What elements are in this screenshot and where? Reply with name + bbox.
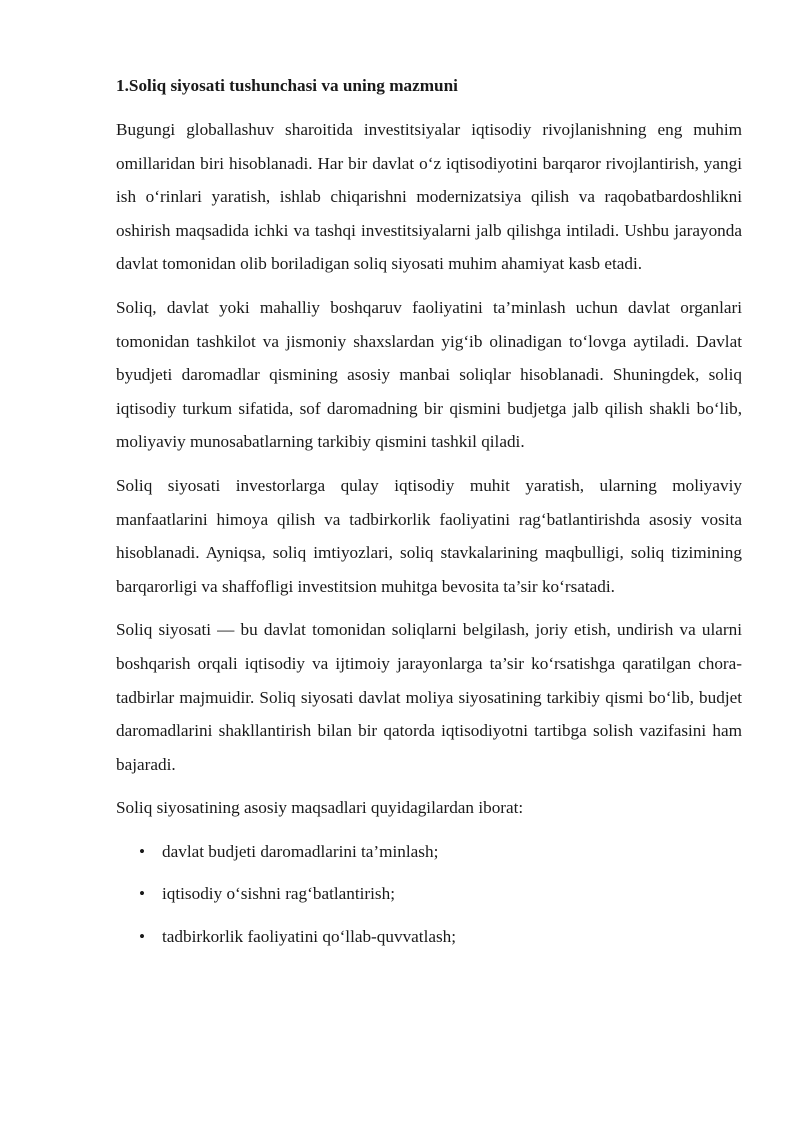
bullet-icon: • (139, 884, 146, 904)
list-item (116, 835, 742, 869)
bullet-icon: • (139, 841, 146, 861)
list-item (116, 877, 742, 911)
document-page (116, 72, 742, 963)
paragraph-3: Soliq siyosati investorlarga qulay iqtisodiy muhit yaratish, ularning moliyaviy manfaatlarini himoya qilish va tadbirkorlik faoliyatini rag‘batlantirishda asosiy vosita hisoblanadi. Ayniqsa, soliq imtiyozlari, soliq stavkalarining maqbulligi, soliq tizimining barqarorligi va shaffofligi investitsion muhitga bevosita ta’sir ko‘rsatadi. (116, 475, 742, 596)
list-item-text: davlat budjeti daromadlarini ta’minlash; (162, 841, 439, 861)
list-item-text: tadbirkorlik faoliyatini qo‘llab-quvvatlash; (162, 927, 457, 947)
section-heading: 1.Soliq siyosati tushunchasi va uning mazmuni (116, 76, 458, 95)
paragraph-2: Soliq, davlat yoki mahalliy boshqaruv faoliyatini ta’minlash uchun davlat organlari tomonidan tashkilot va jismoniy shaxslardan yig‘ib olinadigan to‘lovga aytiladi. Davlat byudjeti daromadlar qismining asosiy manbai soliqlar hisoblanadi. Shuningdek, soliq iqtisodiy turkum sifatida, sof daromadning bir qismini budjetga jalb qilish shakli bo‘lib, moliyaviy munosabatlarning tarkibiy qismini tashkil qiladi. (116, 297, 742, 452)
paragraph-4: Soliq siyosati — bu davlat tomonidan soliqlarni belgilash, joriy etish, undirish va ularni boshqarish orqali iqtisodiy va ijtimoiy jarayonlarga ta’sir ko‘rsatishga qaratilgan chora-tadbirlar majmuidir. Soliq siyosati davlat moliya siyosatining tarkibiy qismi bo‘lib, budjet daromadlarini shakllantirish bilan bir qatorda iqtisodiyotni tartibga solish vazifasini ham bajaradi. (116, 620, 742, 774)
bullet-icon: • (139, 927, 146, 947)
goals-list (116, 835, 742, 954)
paragraph-1: Bugungi globallashuv sharoitida investitsiyalar iqtisodiy rivojlanishning eng muhim omillaridan biri hisoblanadi. Har bir davlat o‘z iqtisodiyotini barqaror rivojlantirish, yangi ish o‘rinlari yaratish, ishlab chiqarishni modernizatsiya qilish va raqobatbardoshlikni oshirish maqsadida ichki va tashqi investitsiyalarni jalb qilishga intiladi. Ushbu jarayonda davlat tomonidan olib boriladigan soliq siyosati muhim ahamiyat kasb etadi. (116, 120, 742, 274)
list-item (116, 920, 742, 954)
list-item-text: iqtisodiy o‘sishni rag‘batlantirish; (162, 884, 395, 904)
paragraph-5: Soliq siyosatining asosiy maqsadlari quyidagilardan iborat: (116, 798, 524, 818)
